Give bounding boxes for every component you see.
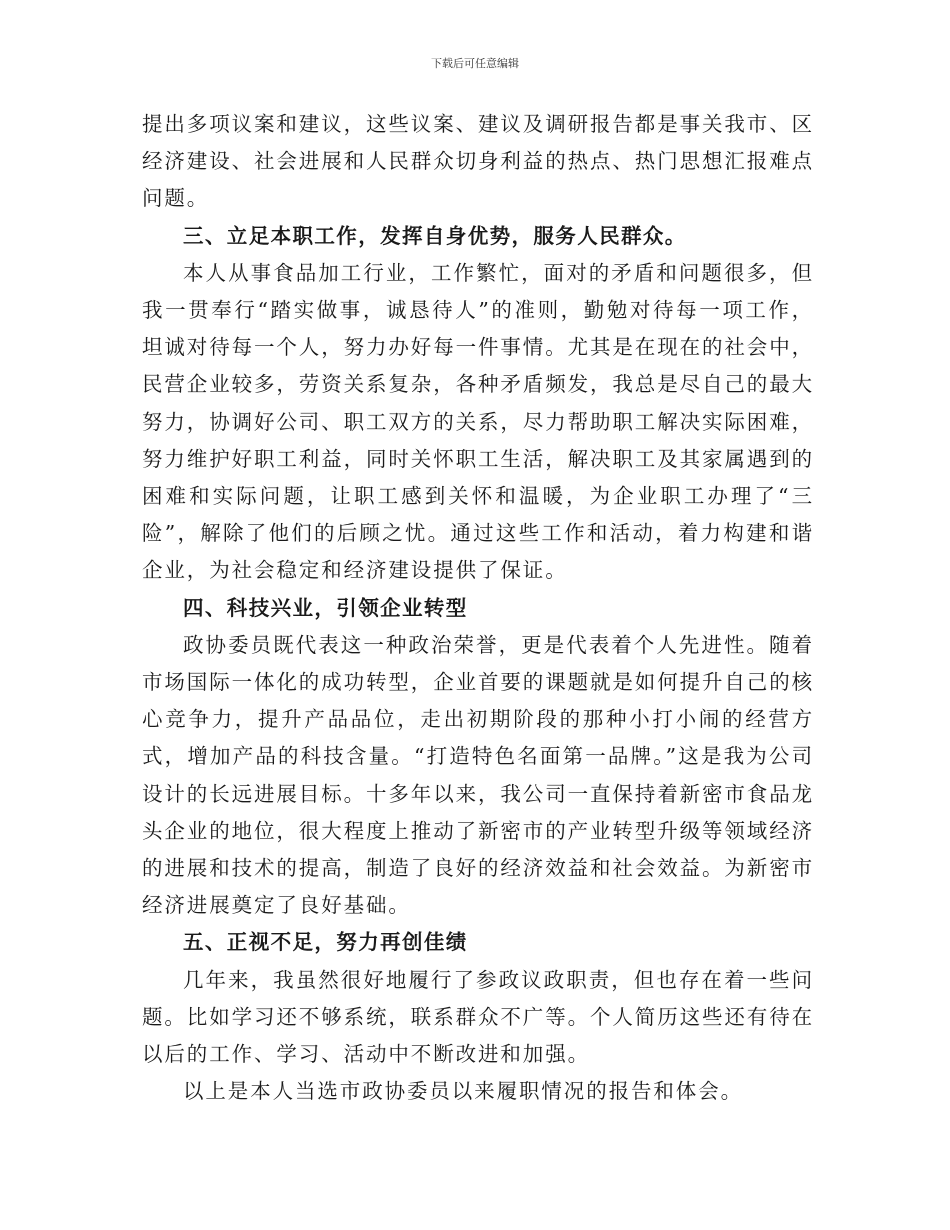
paragraph-closing: 以上是本人当选市政协委员以来履职情况的报告和体会。 (183, 1079, 743, 1104)
paragraph-section-5: 几年来，我虽然很好地履行了参政议政职责，但也存在着一些问题。比如学习还不够系统，联系群众不广等。个人简历这些还有待在以后的工作、学习、活动中不断改进和加强。 (142, 967, 814, 1067)
section-heading-5: 五、正视不足，努力再创佳绩 (183, 930, 468, 955)
paragraph-intro: 提出多项议案和建议，这些议案、建议及调研报告都是事关我市、区经济建设、社会进展和人民群众切身利益的热点、热门思想汇报难点问题。 (142, 112, 814, 211)
section-heading-4: 四、科技兴业，引领企业转型 (183, 595, 468, 620)
paragraph-section-4: 政协委员既代表这一种政治荣誉，更是代表着个人先进性。随着市场国际一体化的成功转型，企业首要的课题就是如何提升自己的核心竞争力，提升产品品位，走出初期阶段的那种小打小闹的经营方式，增加产品的科技含量。“打造特色名面第一品牌。”这是我为公司设计的长远进展目标。十多年以来，我公司一直保持着新密市食品龙头企业的地位，很大程度上推动了新密市的产业转型升级等领域经济的进展和技术的提高，制造了良好的经济效益和社会效益。为新密市经济进展奠定了良好基础。 (142, 632, 814, 918)
page-header-note: 下载后可任意编辑 (431, 57, 519, 70)
section-heading-3: 三、立足本职工作，发挥自身优势，服务人民群众。 (183, 223, 687, 248)
document-body (142, 106, 814, 1110)
paragraph-section-3: 本人从事食品加工行业，工作繁忙，面对的矛盾和问题很多，但我一贯奉行“踏实做事，诚恳待人”的准则，勤勉对待每一项工作，坦诚对待每一个人，努力办好每一件事情。尤其是在现在的社会中，民营企业较多，劳资关系复杂，各种矛盾频发，我总是尽自己的最大努力，协调好公司、职工双方的关系，尽力帮助职工解决实际困难，努力维护好职工利益，同时关怀职工生活，解决职工及其家属遇到的困难和实际问题，让职工感到关怀和温暖，为企业职工办理了“三险”，解除了他们的后顾之忧。通过这些工作和活动，着力构建和谐企业，为社会稳定和经济建设提供了保证。 (142, 260, 814, 583)
